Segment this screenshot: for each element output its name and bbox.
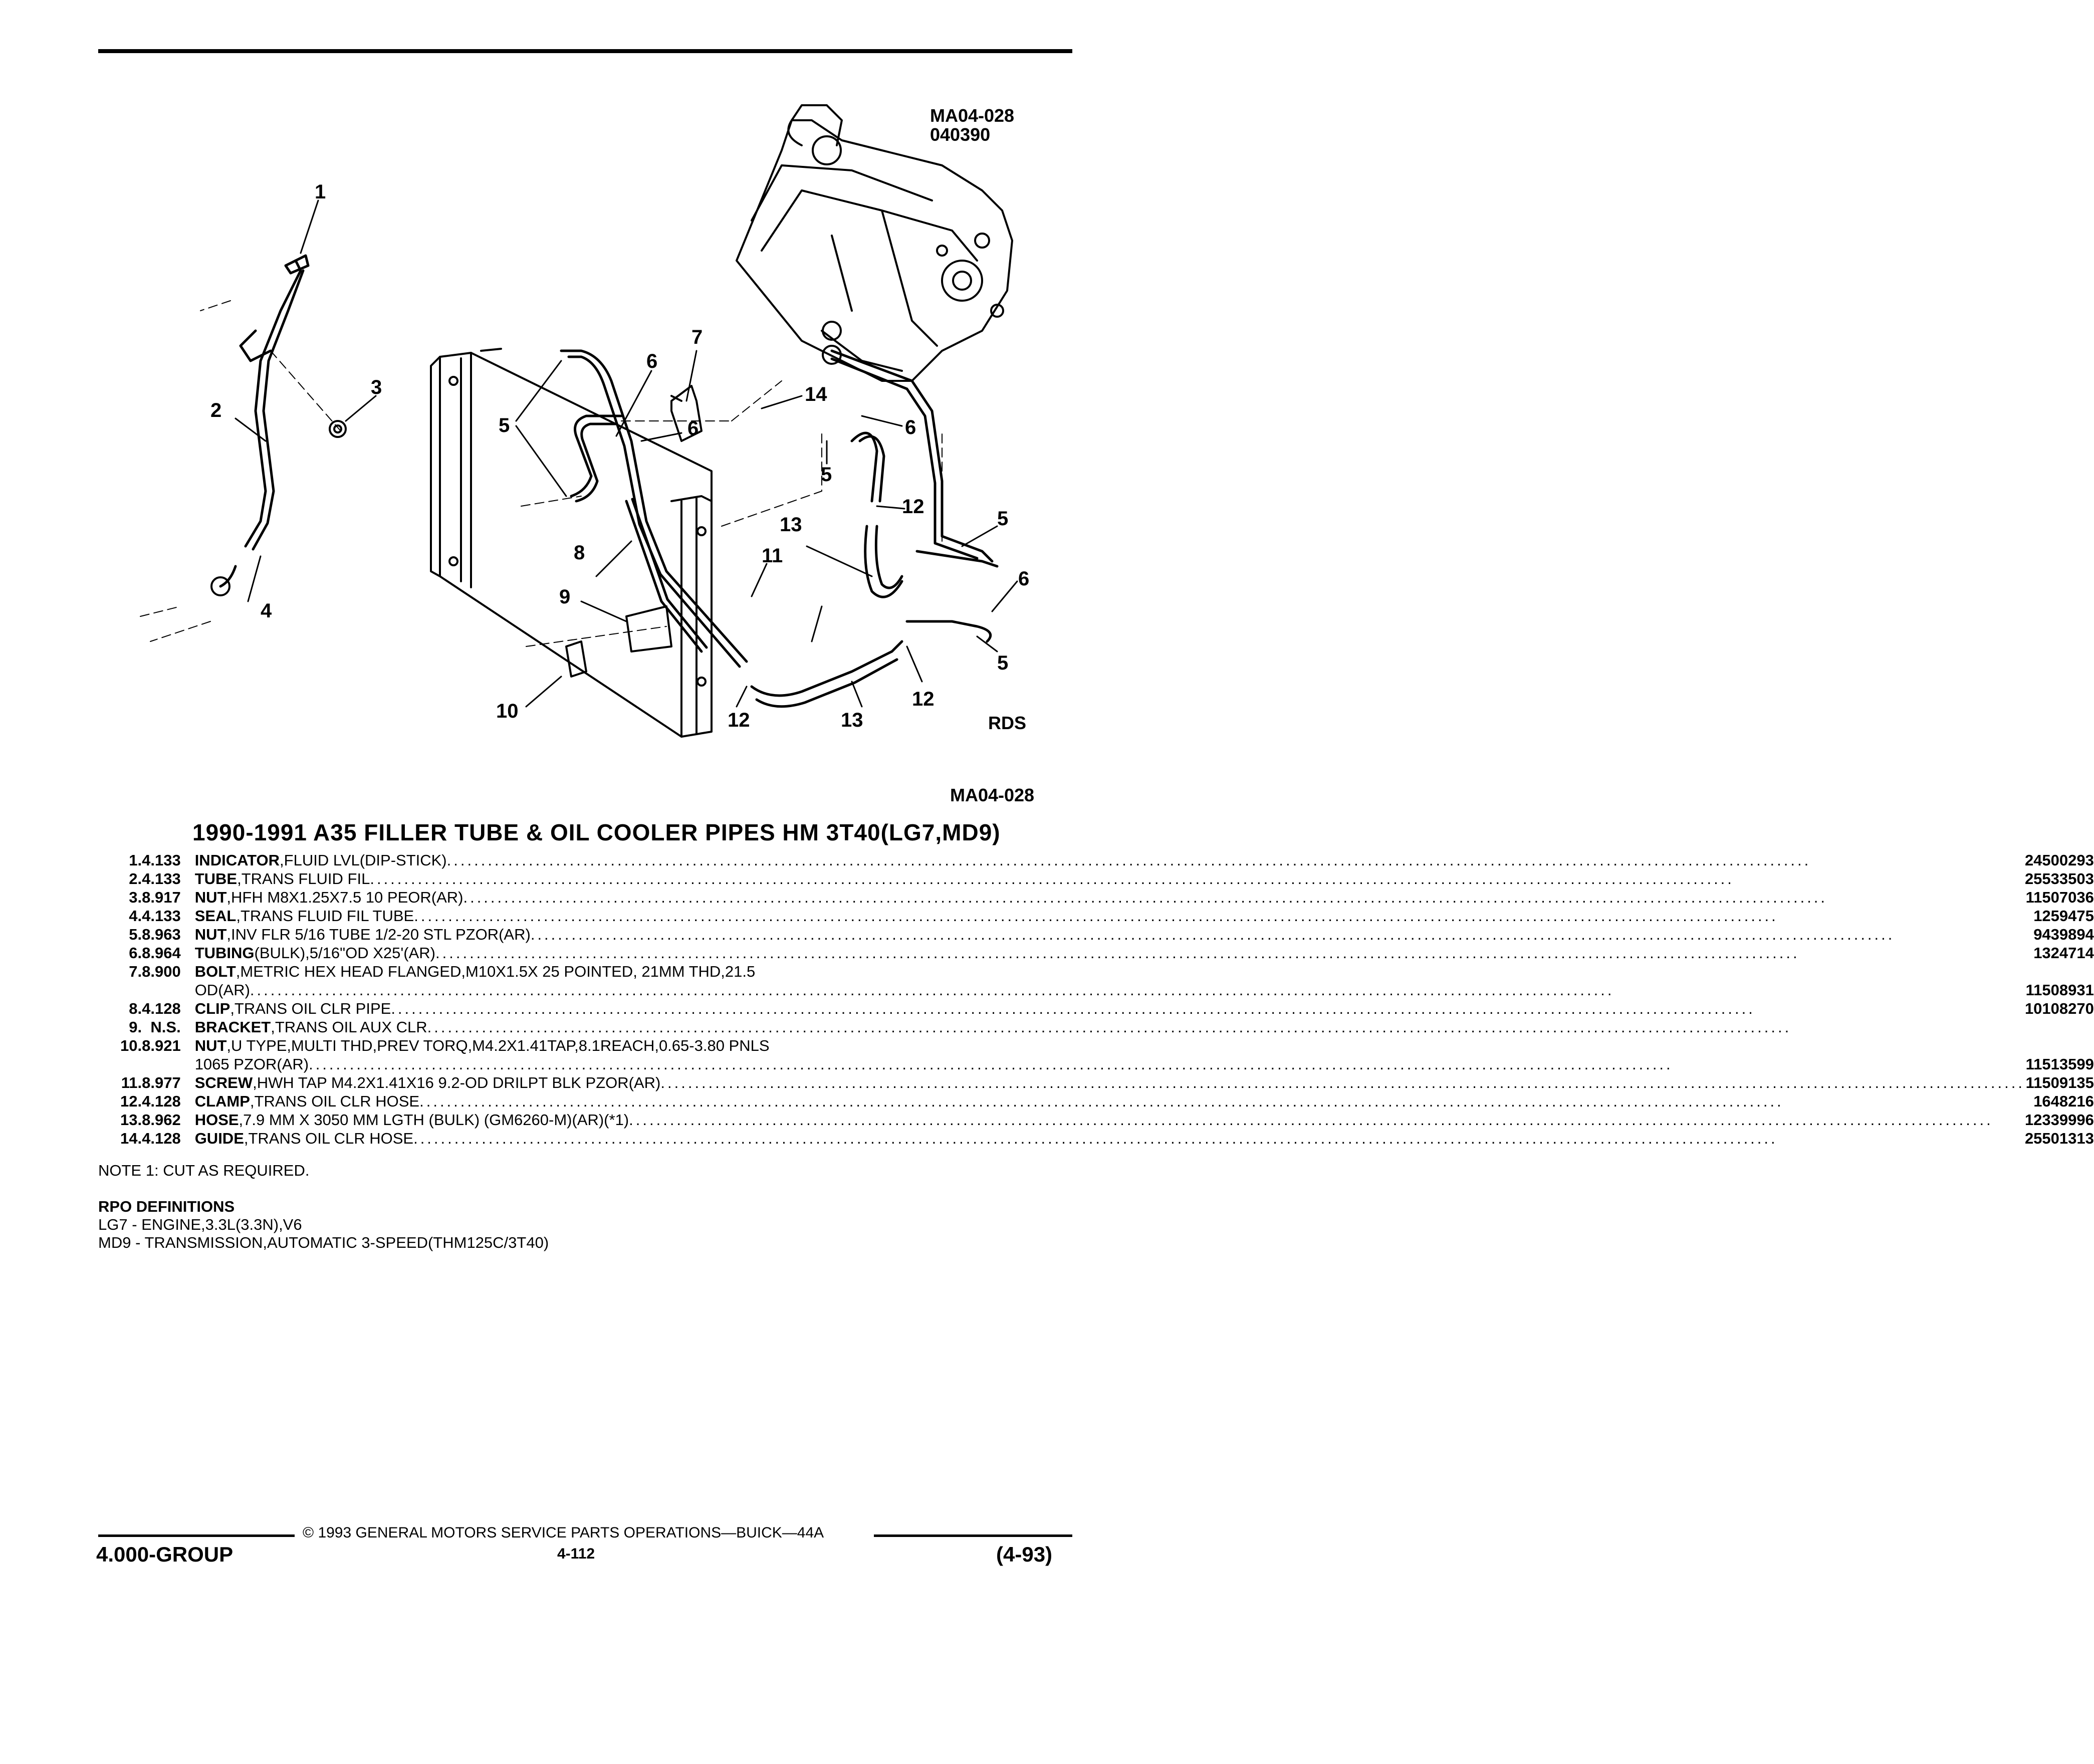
group-number: 4.133 <box>142 870 181 888</box>
part-detail: ,TRANS FLUID FIL TUBE <box>236 907 414 925</box>
part-description <box>195 999 2025 1018</box>
group-number: 4.133 <box>142 907 181 925</box>
group-number: 4.128 <box>142 1130 181 1147</box>
group-number: 8.962 <box>142 1111 181 1129</box>
radiator-drawing <box>431 349 712 737</box>
parts-row <box>120 907 2094 925</box>
callout-13b: 13 <box>841 709 863 731</box>
part-keyword: TUBING <box>194 944 255 962</box>
part-keyword: CLAMP <box>194 1092 250 1110</box>
part-detail: ,TRANS OIL CLR HOSE <box>250 1092 420 1110</box>
part-number: 11513599 <box>2025 1055 2094 1073</box>
callout-6d: 6 <box>1018 568 1030 590</box>
part-number: 25501313 <box>2024 1130 2094 1147</box>
part-detail: ,TRANS FLUID FIL <box>237 870 370 888</box>
callout-5c: 5 <box>997 508 1009 530</box>
leader-dots: ........................................................................................................................................................................................................ <box>414 907 1778 925</box>
group-number: 8.963 <box>142 926 181 943</box>
part-detail: ,HWH TAP M4.2X1.41X16 9.2-OD DRILPT BLK PZOR(AR) <box>253 1074 661 1091</box>
part-description <box>195 907 2025 925</box>
item-number: 8. <box>129 1000 142 1017</box>
group-number: N.S. <box>150 1018 181 1036</box>
callout-8: 8 <box>574 542 585 564</box>
part-keyword: SEAL <box>194 907 237 925</box>
callout-6b: 6 <box>687 417 699 439</box>
callout-6a: 6 <box>646 350 658 372</box>
part-number: 24500293 <box>2024 851 2094 869</box>
part-description <box>195 1111 2025 1129</box>
leader-dots: ........................................................................................................................................................................................................ <box>660 1074 2025 1091</box>
group-number: 8.921 <box>142 1037 181 1054</box>
leader-dots: ........................................................................................................................................................................................................ <box>435 944 1800 962</box>
part-description <box>195 1073 2025 1092</box>
figure-id-top: MA04-028 <box>930 105 1015 126</box>
cooler-pipes-drawing <box>561 351 747 667</box>
part-detail-continued: 1065 PZOR(AR) <box>194 1055 309 1073</box>
footer-rule-left <box>98 1534 295 1537</box>
leader-dots: ........................................................................................................................................................................................................ <box>309 1055 1673 1073</box>
part-description <box>195 851 2025 869</box>
parts-row <box>120 944 2094 962</box>
callout-2: 2 <box>210 399 222 421</box>
group-number: 8.900 <box>142 963 181 980</box>
part-number: 1324714 <box>2033 944 2094 962</box>
group-number: 8.964 <box>142 944 181 962</box>
callout-9: 9 <box>559 586 571 608</box>
filler-tube-drawing <box>220 256 308 586</box>
part-detail: ,FLUID LVL(DIP-STICK) <box>280 851 447 869</box>
leader-dots: ........................................................................................................................................................................................................ <box>629 1111 1993 1129</box>
callout-14: 14 <box>805 383 827 405</box>
callout-7: 7 <box>691 326 703 348</box>
leader-dots: ........................................................................................................................................................................................................ <box>463 889 1828 906</box>
part-number: 11507036 <box>2025 889 2094 906</box>
item-number: 1. <box>129 851 142 869</box>
part-description <box>195 869 2025 888</box>
part-keyword: NUT <box>194 1037 227 1054</box>
callout-1: 1 <box>315 181 326 203</box>
part-description <box>195 962 2025 999</box>
part-description <box>195 1129 2025 1148</box>
item-number: 2. <box>129 870 142 888</box>
part-number: 11508931 <box>2025 981 2094 999</box>
item-number: 3. <box>129 889 142 906</box>
leader-dots: ........................................................................................................................................................................................................ <box>370 870 1734 888</box>
part-description <box>195 944 2025 962</box>
figure-date-code: 040390 <box>930 124 991 145</box>
parts-row <box>120 1036 2094 1073</box>
part-keyword: NUT <box>194 926 227 943</box>
callout-4: 4 <box>261 600 272 622</box>
part-keyword: HOSE <box>194 1111 239 1129</box>
footer-revision: (4-93) <box>996 1542 1053 1566</box>
footer-rule-right <box>874 1534 1072 1537</box>
group-number: 4.128 <box>142 1000 181 1017</box>
item-number: 5. <box>129 926 142 943</box>
item-number: 13. <box>120 1111 142 1129</box>
item-number: 7. <box>129 963 142 980</box>
cut-note: NOTE 1: CUT AS REQUIRED. <box>98 1162 310 1179</box>
part-description <box>195 1018 2025 1036</box>
callout-10: 10 <box>496 700 519 722</box>
parts-row <box>120 1129 2094 1148</box>
parts-table <box>120 851 2094 1148</box>
part-description <box>195 888 2025 907</box>
group-number: 4.128 <box>142 1092 181 1110</box>
part-detail: ,TRANS OIL CLR HOSE <box>244 1130 414 1147</box>
exploded-parts-diagram <box>0 0 1267 782</box>
figure-rds-label: RDS <box>988 713 1027 733</box>
parts-row <box>120 888 2094 907</box>
part-number: 1259475 <box>2033 907 2094 925</box>
part-detail: ,U TYPE,MULTI THD,PREV TORQ,M4.2X1.41TAP,8.1REACH,0.65-3.80 PNLS <box>226 1037 770 1054</box>
leader-dots: ........................................................................................................................................................................................................ <box>419 1092 1784 1110</box>
item-number: 4. <box>129 907 142 925</box>
parts-row <box>120 1092 2094 1111</box>
part-detail: ,INV FLR 5/16 TUBE 1/2-20 STL PZOR(AR) <box>226 926 531 943</box>
part-keyword: INDICATOR <box>194 851 280 869</box>
part-number: 10108270 <box>2024 1000 2094 1017</box>
item-number: 12. <box>120 1092 142 1110</box>
callout-3: 3 <box>371 376 382 398</box>
callout-5d: 5 <box>997 652 1009 674</box>
callout-12b: 12 <box>912 688 935 710</box>
callout-5a: 5 <box>499 414 510 436</box>
parts-row <box>120 1018 2094 1036</box>
footer-copyright: © 1993 GENERAL MOTORS SERVICE PARTS OPERATIONS—BUICK—44A <box>303 1524 824 1541</box>
part-keyword: GUIDE <box>194 1130 244 1147</box>
part-number: 11509135 <box>2025 1074 2094 1091</box>
part-detail: ,7.9 MM X 3050 MM LGTH (BULK) (GM6260-M)(AR)(*1) <box>239 1111 629 1129</box>
transmission-housing-drawing <box>737 105 1015 381</box>
item-number: 14. <box>120 1130 142 1147</box>
part-number: 12339996 <box>2024 1111 2094 1129</box>
callout-6c: 6 <box>905 416 916 438</box>
item-number: 9. <box>129 1018 142 1036</box>
item-number: 10. <box>120 1037 142 1054</box>
callout-12c: 12 <box>728 709 750 731</box>
callout-12a: 12 <box>902 496 924 518</box>
footer-page-number: 4-112 <box>557 1546 595 1562</box>
item-number: 11. <box>121 1074 142 1091</box>
rpo-line-lg7: LG7 - ENGINE,3.3L(3.3N),V6 <box>98 1216 302 1233</box>
callout-5b: 5 <box>821 464 832 486</box>
page-title: 1990-1991 A35 FILLER TUBE & OIL COOLER PIPES HM 3T40(LG7,MD9) <box>192 819 1001 845</box>
callout-11: 11 <box>762 545 783 567</box>
part-keyword: BOLT <box>194 963 236 980</box>
part-detail: (BULK),5/16"OD X25'(AR) <box>254 944 435 962</box>
part-keyword: BRACKET <box>194 1018 271 1036</box>
part-keyword: CLIP <box>194 1000 230 1017</box>
parts-row <box>120 1073 2094 1092</box>
part-number: 25533503 <box>2024 870 2094 888</box>
group-number: 8.977 <box>142 1074 181 1091</box>
part-detail: ,TRANS OIL AUX CLR <box>271 1018 427 1036</box>
part-description <box>195 925 2025 944</box>
leader-dots: ........................................................................................................................................................................................................ <box>413 1130 1778 1147</box>
group-number: 8.917 <box>142 889 181 906</box>
rpo-line-md9: MD9 - TRANSMISSION,AUTOMATIC 3-SPEED(THM125C/3T40) <box>98 1234 549 1251</box>
part-number: 9439894 <box>2033 926 2094 943</box>
leader-dots: ........................................................................................................................................................................................................ <box>530 926 1895 943</box>
part-detail-continued: OD(AR) <box>194 981 250 999</box>
leader-dots: ........................................................................................................................................................................................................ <box>427 1018 1792 1036</box>
item-number: 6. <box>129 944 142 962</box>
part-description <box>195 1092 2025 1111</box>
part-keyword: TUBE <box>194 870 238 888</box>
part-keyword: SCREW <box>194 1074 253 1091</box>
part-description <box>195 1036 2025 1073</box>
parts-row <box>120 925 2094 944</box>
leader-dots: ........................................................................................................................................................................................................ <box>391 1000 1755 1017</box>
part-keyword: NUT <box>194 889 227 906</box>
leader-dots: ........................................................................................................................................................................................................ <box>250 981 1614 999</box>
part-number <box>2025 1018 2094 1036</box>
leader-dots: ........................................................................................................................................................................................................ <box>446 851 1811 869</box>
part-number: 1648216 <box>2033 1092 2094 1110</box>
figure-id-bottom: MA04-028 <box>950 785 1035 805</box>
parts-row <box>120 999 2094 1018</box>
callout-13a: 13 <box>780 514 802 536</box>
parts-row <box>120 1111 2094 1129</box>
part-detail: ,HFH M8X1.25X7.5 10 PEOR(AR) <box>226 889 463 906</box>
group-number: 4.133 <box>142 851 181 869</box>
parts-row <box>120 962 2094 999</box>
footer-group: 4.000-GROUP <box>96 1542 234 1566</box>
parts-row <box>120 869 2094 888</box>
parts-row <box>120 851 2094 869</box>
part-detail: ,TRANS OIL CLR PIPE <box>230 1000 391 1017</box>
part-detail: ,METRIC HEX HEAD FLANGED,M10X1.5X 25 POINTED, 21MM THD,21.5 <box>236 963 756 980</box>
rpo-heading: RPO DEFINITIONS <box>98 1198 235 1215</box>
